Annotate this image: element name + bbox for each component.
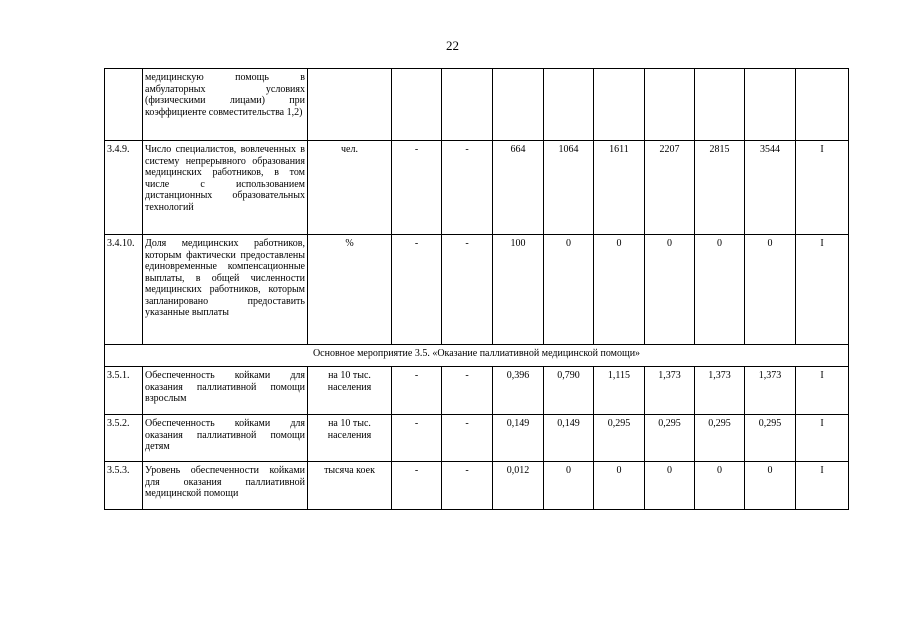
indicator-table bbox=[104, 68, 849, 510]
value-cell: - bbox=[442, 367, 493, 415]
value-cell: 1611 bbox=[594, 141, 645, 235]
value-cell: 0,790 bbox=[544, 367, 594, 415]
section-title: Основное мероприятие 3.5. «Оказание паллиативной медицинской помощи» bbox=[105, 345, 849, 367]
indicator-name: Число специалистов, вовлеченных в систему непрерывного образования медицинских работников, в том числе с использованием дистанционных образовательных технологий bbox=[143, 141, 308, 235]
value-cell bbox=[493, 69, 544, 141]
indicator-name: Доля медицинских работников, которым фактически предоставлены единовременные компенсационные выплаты, в общей численности медицинских работников, которым запланировано предоставить указанные выплаты bbox=[143, 235, 308, 345]
row-number: 3.5.1. bbox=[105, 367, 143, 415]
table-row bbox=[105, 367, 849, 415]
unit-cell: чел. bbox=[308, 141, 392, 235]
value-cell: - bbox=[442, 235, 493, 345]
value-cell: I bbox=[796, 462, 849, 510]
value-cell bbox=[544, 69, 594, 141]
table-row bbox=[105, 462, 849, 510]
value-cell: 2815 bbox=[695, 141, 745, 235]
table-row bbox=[105, 69, 849, 141]
value-cell: - bbox=[442, 141, 493, 235]
indicator-name: Уровень обеспеченности койками для оказания паллиативной медицинской помощи bbox=[143, 462, 308, 510]
unit-cell bbox=[308, 69, 392, 141]
value-cell bbox=[392, 69, 442, 141]
value-cell: 664 bbox=[493, 141, 544, 235]
value-cell: 2207 bbox=[645, 141, 695, 235]
page-number: 22 bbox=[446, 38, 459, 53]
value-cell: 0 bbox=[695, 462, 745, 510]
value-cell bbox=[695, 69, 745, 141]
unit-cell: на 10 тыс. населения bbox=[308, 367, 392, 415]
indicator-name: Обеспеченность койками для оказания паллиативной помощи взрослым bbox=[143, 367, 308, 415]
value-cell: 0 bbox=[745, 462, 796, 510]
value-cell: 0 bbox=[645, 235, 695, 345]
value-cell: 0,295 bbox=[745, 415, 796, 462]
value-cell: 0 bbox=[544, 462, 594, 510]
row-number: 3.5.3. bbox=[105, 462, 143, 510]
value-cell: 0,295 bbox=[645, 415, 695, 462]
value-cell: I bbox=[796, 235, 849, 345]
value-cell: I bbox=[796, 415, 849, 462]
value-cell: 1,115 bbox=[594, 367, 645, 415]
value-cell: 0 bbox=[544, 235, 594, 345]
unit-cell: % bbox=[308, 235, 392, 345]
value-cell bbox=[442, 69, 493, 141]
value-cell: 0,295 bbox=[695, 415, 745, 462]
value-cell: 0 bbox=[745, 235, 796, 345]
value-cell bbox=[645, 69, 695, 141]
table-row bbox=[105, 415, 849, 462]
value-cell: 1,373 bbox=[695, 367, 745, 415]
value-cell: 0,149 bbox=[493, 415, 544, 462]
table-row bbox=[105, 141, 849, 235]
value-cell: 0,396 bbox=[493, 367, 544, 415]
value-cell: - bbox=[442, 415, 493, 462]
value-cell: 0 bbox=[594, 462, 645, 510]
value-cell: 100 bbox=[493, 235, 544, 345]
value-cell bbox=[594, 69, 645, 141]
row-number: 3.4.9. bbox=[105, 141, 143, 235]
value-cell: 1,373 bbox=[645, 367, 695, 415]
value-cell: - bbox=[392, 235, 442, 345]
value-cell: 0 bbox=[594, 235, 645, 345]
row-number: 3.5.2. bbox=[105, 415, 143, 462]
table-row bbox=[105, 235, 849, 345]
indicator-name: Обеспеченность койками для оказания паллиативной помощи детям bbox=[143, 415, 308, 462]
value-cell: 1064 bbox=[544, 141, 594, 235]
value-cell: - bbox=[392, 462, 442, 510]
row-number: 3.4.10. bbox=[105, 235, 143, 345]
value-cell: 0 bbox=[645, 462, 695, 510]
row-number bbox=[105, 69, 143, 141]
value-cell: - bbox=[392, 415, 442, 462]
value-cell: 0,012 bbox=[493, 462, 544, 510]
value-cell: - bbox=[392, 367, 442, 415]
value-cell: 1,373 bbox=[745, 367, 796, 415]
unit-cell: тысяча коек bbox=[308, 462, 392, 510]
value-cell bbox=[745, 69, 796, 141]
value-cell: 0,149 bbox=[544, 415, 594, 462]
section-row bbox=[105, 345, 849, 367]
value-cell: I bbox=[796, 141, 849, 235]
indicator-name: медицинскую помощь в амбулаторных условиях (физическими лицами) при коэффициенте совместительства 1,2) bbox=[143, 69, 308, 141]
value-cell: I bbox=[796, 367, 849, 415]
value-cell: 0 bbox=[695, 235, 745, 345]
value-cell: - bbox=[392, 141, 442, 235]
value-cell: 0,295 bbox=[594, 415, 645, 462]
value-cell: - bbox=[442, 462, 493, 510]
value-cell bbox=[796, 69, 849, 141]
unit-cell: на 10 тыс. населения bbox=[308, 415, 392, 462]
value-cell: 3544 bbox=[745, 141, 796, 235]
